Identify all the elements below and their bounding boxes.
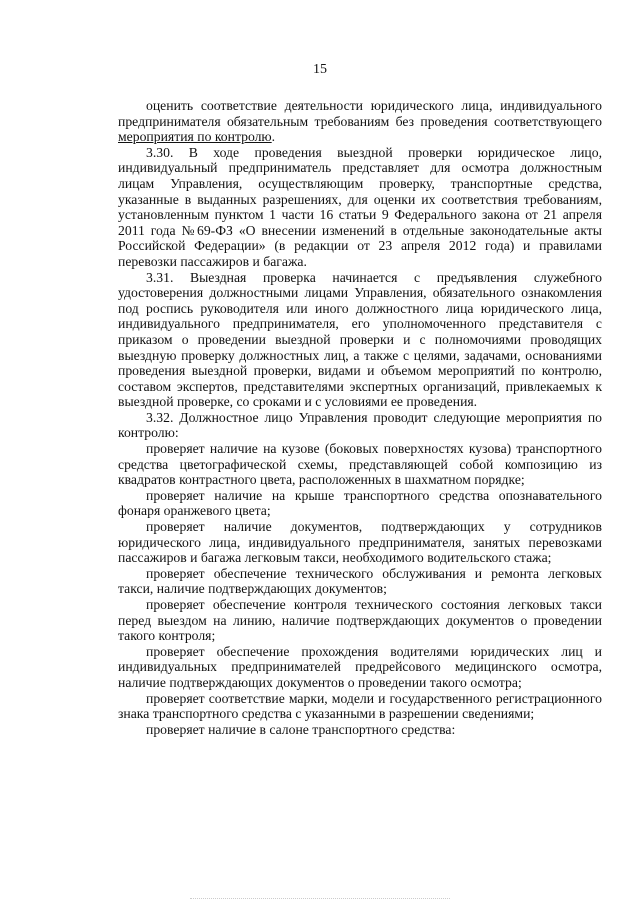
list-item-roof-lamp: проверяет наличие на крыше транспортного средства опознавательного фонаря оранжевого цвета; <box>118 487 602 519</box>
underlined-phrase: мероприятия по контролю <box>118 129 272 145</box>
paragraph-3-31: 3.31. Выездная проверка начинается с предъявления служебного удостоверения должностными лицами Управления, обязательного ознакомления под роспись руководителя или иного должностного лица юридического лица, индивидуального предпринимателя, его уполномоченного представителя с приказом о проведении выездной проверки и с полномочиями проводящих выездную проверку должностных лиц, а также с целями, задачами, основаниями проведения выездной проверки, видами и объемом мероприятий по контролю, составом экспертов, представителями экспертных организаций, привлекаемых к выездной проверке, со сроками и с условиями ее проведения. <box>118 269 602 410</box>
list-item-technical-control: проверяет обеспечение контроля технического состояния легковых такси перед выездом на линию, наличие подтверждающих документов о проведении такого контроля; <box>118 597 602 644</box>
list-item-registration-match: проверяет соответствие марки, модели и государственного регистрационного знака транспортного средства с указанными в разрешении сведениями; <box>118 690 602 722</box>
document-body <box>118 98 602 737</box>
list-item-maintenance: проверяет обеспечение технического обслуживания и ремонта легковых такси, наличие подтверждающих документов; <box>118 565 602 597</box>
paragraph-3-32: 3.32. Должностное лицо Управления проводит следующие мероприятия по контролю: <box>118 409 602 441</box>
list-item-color-scheme: проверяет наличие на кузове (боковых поверхностях кузова) транспортного средства цветографической схемы, представляющей собой композицию из квадратов контрастного цвета, расположенных в шахматном порядке; <box>118 441 602 488</box>
list-item-medical-exam: проверяет обеспечение прохождения водителями юридических лиц и индивидуальных предпринимателей предрейсового медицинского осмотра, наличие подтверждающих документов о проведении такого осмотра; <box>118 643 602 690</box>
page-bottom-divider <box>190 898 450 899</box>
list-item-driving-experience: проверяет наличие документов, подтверждающих у сотрудников юридического лица, индивидуального предпринимателя, занятых перевозками пассажиров и багажа легковым такси, необходимого водительского стажа; <box>118 519 602 566</box>
list-item-cabin-contents: проверяет наличие в салоне транспортного средства: <box>146 721 456 737</box>
page-number: 15 <box>313 62 327 77</box>
paragraph-continuation: оценить соответствие деятельности юридического лица, индивидуального предпринимателя обязательным требованиям без проведения соответствующего мероприятия по контролю. <box>118 98 602 145</box>
paragraph-3-30: 3.30. В ходе проведения выездной проверки юридическое лицо, индивидуальный предприниматель представляет для осмотра должностным лицам Управления, осуществляющим проверку, транспортные средства, указанные в выданных разрешениях, для оценки их соответствия требованиям, установленным пунктом 1 части 16 статьи 9 Федерального закона от 21 апреля 2011 года №69-ФЗ «О внесении изменений в отдельные законодательные акты Российской Федерации» (в редакции от 23 апреля 2012 года) и правилами перевозки пассажиров и багажа. <box>118 144 602 269</box>
